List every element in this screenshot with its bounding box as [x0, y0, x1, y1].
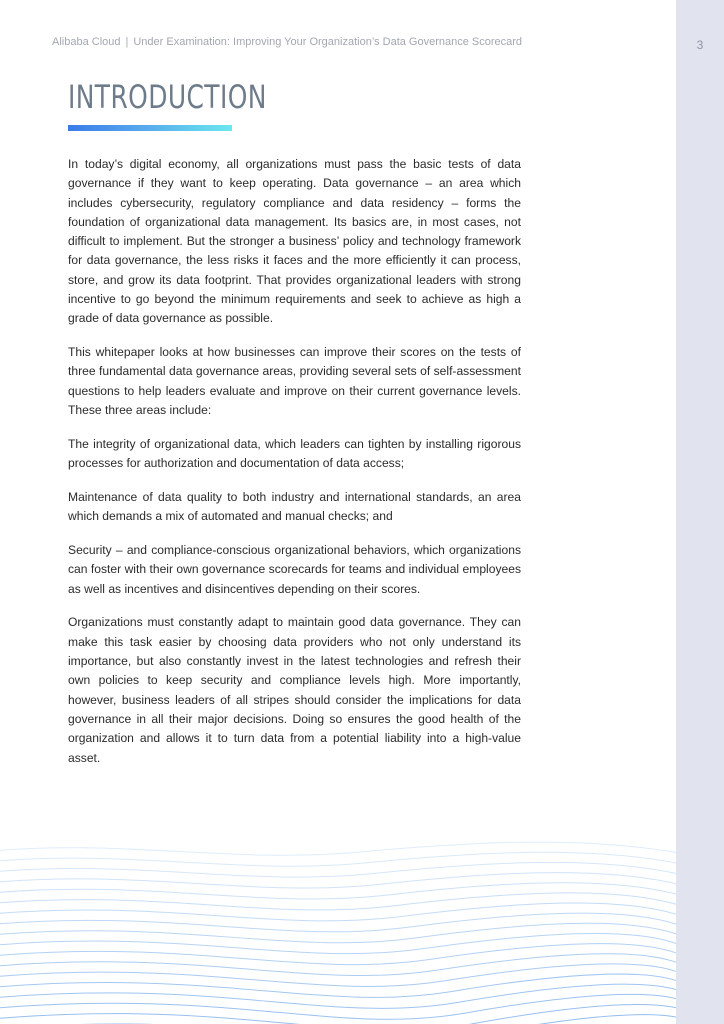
- wave-line: [0, 1004, 676, 1024]
- body-text: [68, 155, 521, 782]
- paragraph: Organizations must constantly adapt to maintain good data governance. They can make this task easier by choosing data providers who not only understand its importance, but also constantly invest in the latest technologies and refresh their own policies to keep security and compliance levels high. More importantly, however, business leaders of all stripes should consider the implications for data governance in all their major decisions. Doing so ensures the good health of the organization and allows it to turn data from a potential liability into a high-value asset.: [68, 615, 521, 765]
- wave-line: [0, 852, 676, 868]
- paragraph: The integrity of organizational data, which leaders can tighten by installing rigorous processes for authorization and documentation of data access;: [68, 436, 521, 471]
- wave-line: [0, 954, 676, 979]
- running-header: [52, 36, 522, 48]
- wave-line: [0, 883, 676, 901]
- wave-line: [0, 923, 676, 945]
- paragraph: Security – and compliance-conscious organizational behaviors, which organizations can foster with their own governance scorecards for teams and individual employees as well as incentives and disincentives depending on their scores.: [68, 543, 521, 596]
- paragraph: Maintenance of data quality to both industry and international standards, an area which demands a mix of automated and manual checks; and: [68, 489, 521, 524]
- heading-accent-bar: [68, 125, 232, 131]
- wave-line: [0, 944, 676, 968]
- wave-line: [0, 1015, 676, 1024]
- side-margin-band: [676, 0, 724, 1024]
- header-separator: |: [125, 36, 129, 48]
- section-heading: INTRODUCTION: [68, 78, 267, 116]
- document-title: Under Examination: Improving Your Organization’s Data Governance Scorecard: [133, 36, 523, 48]
- wave-line: [0, 842, 676, 857]
- paragraph: In today’s digital economy, all organizations must pass the basic tests of data governance if they want to keep operating. Data governance – an area which includes cybersecurity, regulatory compliance and data residency – forms the foundation of organizational data management. Its basics are, in most cases, not difficult to implement. But the stronger a business’ policy and technology framework for data governance, the less risks it faces and the more efficiently it can process, store, and grow its data footprint. That provides organizational leaders with strong incentive to go beyond the minimum requirements and seek to achieve as high a grade of data governance as possible.: [68, 157, 521, 326]
- wave-line: [0, 933, 676, 956]
- wave-line: [0, 873, 676, 891]
- brand-name: Alibaba Cloud: [52, 36, 121, 48]
- wave-line: [0, 974, 676, 1000]
- wave-line: [0, 964, 676, 990]
- paragraph: This whitepaper looks at how businesses can improve their scores on the tests of three fundamental data governance areas, providing several sets of self-assessment questions to help leaders evaluate and improve on their current governance levels. These three areas include:: [68, 345, 521, 418]
- decorative-wave-lines: [0, 840, 676, 1024]
- page-number: 3: [696, 38, 704, 52]
